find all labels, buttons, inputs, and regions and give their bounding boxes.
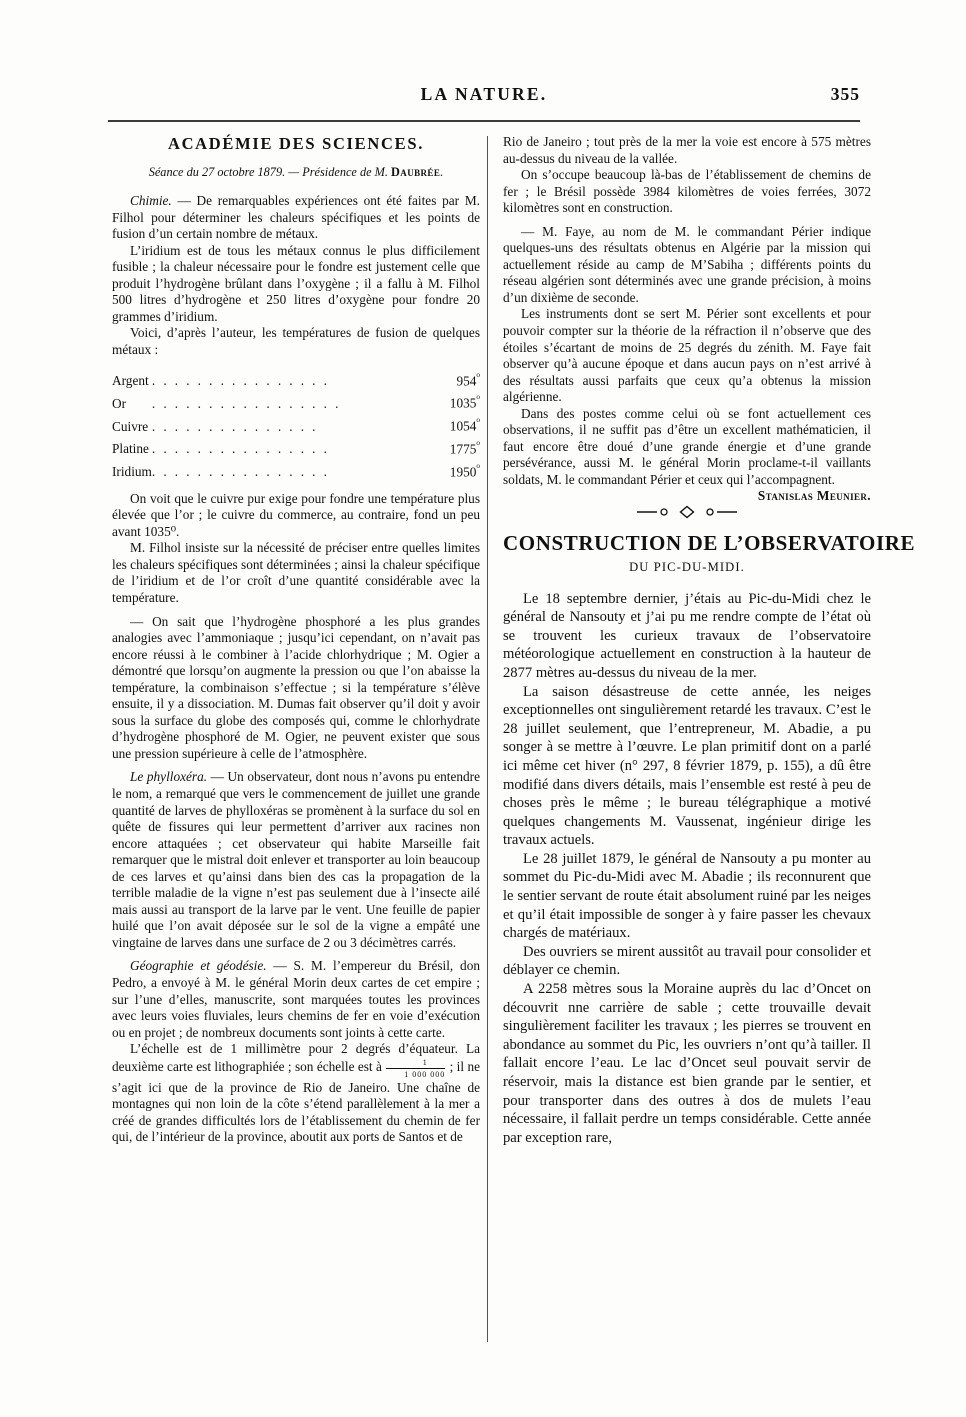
session-prefix: Séance du 27 octobre 1879. — Présidence de M. xyxy=(148,164,392,179)
metal-temperature xyxy=(450,459,480,482)
metal-temperature-value: 1035 xyxy=(449,395,477,411)
degree-symbol: ⁰ xyxy=(476,440,480,451)
chimie-paragraph-6: — On sait que l’hydrogène phosphoré a les plus grandes analogies avec l’ammoniaque ; jusqu’ici cependant, on n’avait pas encore réussi à le combiner à l’acide chlorhydrique ; M. Ogier a démontré que lorsqu’on augmente la pression ou que l’on abaisse la température, la combinaison s’effectue ; si la température s’élève ensuite, il y a dissociation. M. Dumas fait observer qu’il doit y avoir sous la surface du globe des composés qui, comme le chlorhydrate d’hydrogène phosphoré de M. Ogier, ne peuvent exister que sous une pression supérieure à celle de l’atmosphère. xyxy=(112,613,480,761)
chimie-paragraph-4: On voit que le cuivre pur exige pour fondre une température plus élevée que l’or ; le cuivre du commerce, au contraire, fond un peu avant 1035⁰. xyxy=(112,490,480,539)
metal-temperature-value: 1950 xyxy=(449,464,477,480)
chimie-dash: — xyxy=(171,193,197,209)
geographie-paragraph-2 xyxy=(112,1041,480,1146)
phylloxera-dash: — xyxy=(207,769,228,785)
astronomie-p3-text: Dans des postes comme celui où se font actuellement ces observations, il ne suffit pas d’être un excellent mathématicien, il faut encore être doué d’une grande énergie et d’une grande persévérance, aussi M. le général Morin proclame-t-il vaillants soldats, M. le commandant Périer et ceux qui l’accompagnent. xyxy=(503,405,871,487)
metal-name: Cuivre xyxy=(112,418,149,434)
table-row xyxy=(112,436,480,459)
article2-paragraph-1: Le 18 septembre dernier, j’étais au Pic-du-Midi chez le général de Nansouty et j’ai pu me rendre compte de l’état où se trouvent les curieux travaux de l’observatoire météorologique actuellement en construction à la hauteur de 2877 mètres au-dessus du niveau de la mer. xyxy=(503,590,871,681)
geographie-p1-text: S. M. l’empereur du Brésil, don Pedro, a envoyé à M. le général Morin deux cartes de cet empire ; sur l’une d’elles, manuscrite, sont marquées toutes les provinces avec leurs voies fluviales, leurs chemins de fer en voie d’exécution ou en projet ; de nombreux documents sont joints à cette carte. xyxy=(112,958,480,1040)
fraction-numerator: 1 xyxy=(386,1058,445,1069)
dot-leader: . . . . . . . . . . . . . . . . . xyxy=(151,395,341,411)
dot-leader: . . . . . . . . . . . . . . . . xyxy=(151,464,330,480)
geographie-dash: — xyxy=(266,958,294,974)
metal-temperature-value: 1775 xyxy=(449,441,477,457)
column-divider-rule xyxy=(487,136,488,1342)
chimie-paragraph-1 xyxy=(112,193,480,243)
melting-temperature-table xyxy=(112,368,480,482)
dot-leader: . . . . . . . . . . . . . . . xyxy=(151,418,318,434)
article2-body xyxy=(503,590,871,1148)
session-line xyxy=(112,164,480,181)
session-suffix: . xyxy=(440,164,444,179)
left-column xyxy=(112,134,480,1146)
table-row xyxy=(112,459,480,482)
metal-name: Iridium xyxy=(112,464,152,480)
metal-name: Platine xyxy=(112,441,149,457)
geographie-p2-before: L’échelle est de 1 millimètre pour 2 degrés d’équateur. La deuxième carte est lithographiée ; son échelle est à xyxy=(112,1041,480,1074)
page-title: LA NATURE. xyxy=(420,84,548,104)
fraction-denominator: 1 000 000 xyxy=(404,1069,446,1079)
dot-leader: . . . . . . . . . . . . . . . . xyxy=(151,372,330,388)
geographie-lead: Géographie et géodésie. xyxy=(130,958,267,974)
table-row xyxy=(112,413,480,436)
geographie-p2-after: ; il ne s’agit ici que de la province de Rio de Janeiro. Une chaîne de montagnes qui non loin de la côte s’étend parallèlement à la mer a créé de grandes difficultés lors de l’établissement du chemin de fer qui, de l’intérieur de la province, aboutit aux ports de Santos et de xyxy=(112,1058,480,1145)
astronomie-paragraph-3 xyxy=(503,405,871,504)
metal-temperature xyxy=(450,390,480,413)
article2-subtitle: DU PIC-DU-MIDI. xyxy=(629,560,745,575)
article2-paragraph-2: La saison désastreuse de cette année, les neiges exceptionnelles ont singulièrement retardé les travaux. C’est le 28 juillet seulement, que l’entrepreneur, M. Abadie, a pu songer à se mettre à l’œuvre. Le plan primitif dont on a parlé ici même cet hiver (n° 297, 8 février 1879, p. 155), a dû être modifié dans divers détails, mais l’ensemble est resté à peu de choses près le même ; le bureau télégraphique a motivé quelques changements M. Vaussenat, ingénieur dirige les travaux actuels. xyxy=(503,683,871,849)
paragraph-spacer xyxy=(112,951,480,958)
chimie-paragraph-2: L’iridium est de tous les métaux connus le plus difficilement fusible ; la chaleur nécessaire pour le fondre est justement celle que produit l’hydrogène brûlant dans l’oxygène ; il a fallu à M. Filhol 500 litres d’hydrogène et 250 litres d’oxygène pour fondre 20 grammes d’iridium. xyxy=(112,242,480,324)
diamond-ornament xyxy=(503,505,871,521)
degree-symbol: ⁰ xyxy=(476,417,480,428)
header-rule xyxy=(108,120,860,122)
metal-temperature xyxy=(450,413,480,436)
metal-temperature xyxy=(450,368,480,391)
metal-name: Argent xyxy=(112,372,149,388)
running-head xyxy=(108,84,860,114)
page-number: 355 xyxy=(830,84,860,104)
chimie-p1-text: De remarquables expériences ont été faites par M. Filhol pour déterminer les chaleurs spécifiques et les points de fusion d’un certain nombre de métaux. xyxy=(112,193,480,242)
melting-temperature-table-body xyxy=(112,368,480,482)
metal-temperature xyxy=(450,436,480,459)
table-row xyxy=(112,390,480,413)
article2-title: CONSTRUCTION DE L’OBSERVATOIRE xyxy=(503,531,916,556)
paragraph-spacer xyxy=(112,607,480,614)
metal-temperature-value: 954 xyxy=(456,372,477,388)
dot-leader: . . . . . . . . . . . . . . . . xyxy=(151,441,330,457)
degree-symbol: ⁰ xyxy=(476,371,480,382)
article1-title: ACADÉMIE DES SCIENCES. xyxy=(167,134,425,153)
phylloxera-p1-text: Un observateur, dont nous n’avons pu entendre le nom, a remarqué que vers le commencement de juillet une grande quantité de larves de phylloxéras se promènent à la surface du sol en quête de fissures qui leur permettent d’arriver aux racines non encore attaquées ; cet observateur qui habite Marseille fait remarquer que le mistral doit enlever et transporter au loin beaucoup de ces larves et qu’ainsi dans bien des cas la propagation de la terrible maladie de la vigne n’est pas seulement due à l’insecte ailé mais aussi au transport de la larve par le vent. Une feuille de papier huilé que l’on avait déposée sur le sol de la vigne a empâté une vingtaine de larves dans une surface de 2 ou 3 décimètres carrés. xyxy=(112,769,480,950)
right-column xyxy=(503,134,916,1147)
scale-fraction xyxy=(386,1058,445,1080)
article2-paragraph-3: Le 28 juillet 1879, le général de Nansouty a pu monter au sommet du Pic-du-Midi avec M. Abadie ; ils reconnurent que le sentier servant de route était absolument ruiné par les neiges et qu’il était impossible de songer à y faire passer les chevaux chargés de matériaux. xyxy=(503,850,871,942)
geographie-paragraph-3: Rio de Janeiro ; tout près de la mer la voie est encore à 575 mètres au-dessus du niveau de la vallée. xyxy=(503,134,871,166)
chimie-lead: Chimie. xyxy=(130,193,172,209)
metal-temperature-value: 1054 xyxy=(449,418,477,434)
chimie-paragraph-5: M. Filhol insiste sur la nécessité de préciser entre quelles limites les chaleurs spécifiques sont déterminées ; ainsi la chaleur spécifique de l’iridium et de l’or croît d’une quantité considérable avec la température. xyxy=(112,540,480,605)
article2-paragraph-5: A 2258 mètres sous la Moraine auprès du lac d’Oncet on découvrit nne carrière de sable ; cette trouvaille devait singulièrement faciliter les travaux ; les pierres se trouvent en abondance au sommet du Pic, les ouvriers n’ont qu’à tailler. Il fallait encore l’eau. Le lac d’Oncet seul pouvait servir de réservoir, mais la distance est bien grande par le sentier, et pour transporter dans des outres à dos de mulets l’eau nécessaire, il fallait perdre un temps considérable. Cette année par exception rare, xyxy=(503,981,871,1146)
degree-symbol: ⁰ xyxy=(476,394,480,405)
article1-signature: Stanislas Meunier. xyxy=(757,488,871,504)
diamond-ornament-icon xyxy=(635,505,739,519)
article2-paragraph-4: Des ouvriers se mirent aussitôt au travail pour consolider et déblayer ce chemin. xyxy=(503,943,871,979)
phylloxera-paragraph-1 xyxy=(112,769,480,951)
astronomie-paragraph-1: — M. Faye, au nom de M. le commandant Périer indique quelques-uns des résultats obtenus en Algérie par la mission qui actuellement réside au camp de M’Sabiha ; différents points du réseau algérien sont déterminés avec une grande précision, à moins d’un dixième de seconde. xyxy=(503,223,871,305)
paragraph-spacer xyxy=(503,217,871,224)
chimie-paragraph-3: Voici, d’après l’auteur, les températures de fusion de quelques métaux : xyxy=(112,325,480,358)
phylloxera-lead: Le phylloxéra. xyxy=(130,769,208,785)
table-row xyxy=(112,368,480,391)
session-president: Daubrée xyxy=(391,164,441,179)
metal-name: Or xyxy=(112,395,127,411)
degree-symbol: ⁰ xyxy=(476,462,480,473)
astronomie-paragraph-2: Les instruments dont se sert M. Périer sont excellents et pour pouvoir compter sur la théorie de la réfraction il n’observe que des étoiles s’écartant de moins de 25 degrés du zénith. M. Faye fait observer qu’à aucune époque et dans aucun pays on n’est arrivé à des résultats aussi parfaits que ceux qu’a obtenus la mission algérienne. xyxy=(503,306,871,405)
geographie-paragraph-1 xyxy=(112,958,480,1041)
geographie-paragraph-4: On s’occupe beaucoup là-bas de l’établissement de chemins de fer ; le Brésil possède 3984 kilomètres de voies ferrées, 3072 kilomètres sont en construction. xyxy=(503,167,871,216)
paragraph-spacer xyxy=(112,762,480,769)
